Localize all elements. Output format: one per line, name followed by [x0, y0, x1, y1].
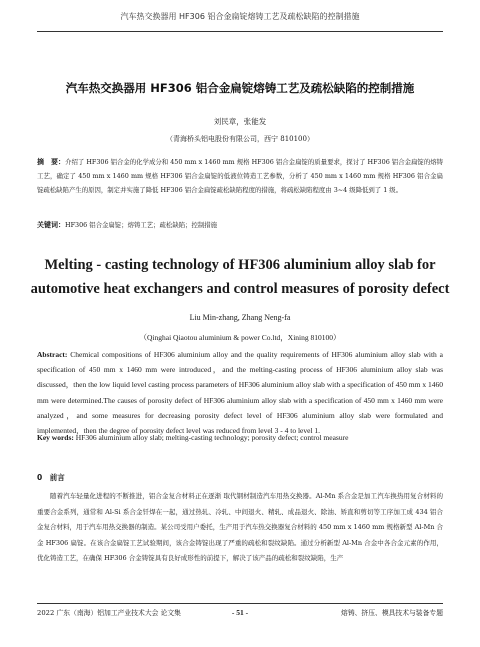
english-affiliation: （Qinghai Qiaotou aluminium & power Co.ltd，Xining 810100） [139, 333, 341, 342]
chinese-abstract [37, 155, 443, 197]
page-footer [37, 606, 443, 620]
chinese-keywords-label: 关键词： [37, 221, 65, 229]
chinese-keywords-text: HF306 铝合金扁锭；熔铸工艺；疏松缺陷；控制措施 [65, 221, 218, 229]
english-abstract-label: Abstract: [37, 350, 68, 359]
english-keywords [37, 433, 443, 442]
chinese-keywords [37, 220, 443, 230]
chinese-affiliation: （青海桥头铝电股份有限公司，西宁 810100） [166, 135, 314, 143]
english-authors: Liu Min-zhang, Zhang Neng-fa [189, 313, 291, 322]
section-heading: 0 前言 [37, 473, 65, 482]
section-body: 随着汽车轻量化进程的不断推进，铝合金复合材料正在逐渐 取代钢材制造汽车用热交换器。Al-Mn 系合金是加工汽车换热用复合材料的重要合金系列，通常和 Al-Si 系合金钎焊在一起，通过热轧、冷轧、中间退火、精轧、成品退火、除油、矫直和剪切等工序加工成 434 铝合金复合材料，用于汽车用热交换器的制造。某公司受用户委托，生产用于汽车热交换器复合材料的 450 mm x 1460 mm 规格新型 Al-Mn 合金 HF306 扁锭。在该合金扁锭工艺试验期间，该合金铸锭出现了严重的疏松和裂纹缺陷。通过分析新型 Al-Mn 合金中各合金元素的作用，优化铸造工艺，在确保 HF306 合金铸锭具有良好成形性的前提下，解决了该产品的疏松和裂纹缺陷，生产 [37, 492, 443, 563]
english-title: Melting - casting technology of HF306 aluminium alloy slab for automotive heat exchangers and control measures of porosity defect [30, 257, 450, 297]
english-abstract-text: Chemical compositions of HF306 aluminium alloy and the quality requirements of HF306 aluminium alloy slab with a specification of 450 mm x 1460 mm were introduced，and the melting-casting process of HF306 aluminium alloy slab was discussed，then the low liquid level casting process parameters of HF306 aluminium alloy slab with a specification of 450 mm x 1460 mm were determined.The causes of porosity defect of HF306 aluminium alloy slab with a specification of 450 mm x 1460 mm were analyzed，and some measures for decreasing porosity defect level of HF306 aluminium alloy slab were formulated and implemented，then the degree of porosity defect level was reduced from level 3 - 4 to level 1. [37, 350, 443, 436]
page-number: - 51 - [231, 608, 249, 617]
chinese-abstract-text: 介绍了 HF306 铝合金的化学成分和 450 mm x 1460 mm 规格 HF306 铝合金扁锭的质量要求，探讨了 HF306 铝合金扁锭的熔铸工艺，确定了 450 mm x 1460 mm 规格 HF306 铝合金扁锭的低液位铸造工艺参数，分析了 450 mm x 1460 mm 规格 HF306 铝合金扁锭疏松缺陷产生的原因，制定并实施了降低 HF306 铝合金扁锭疏松缺陷程度的措施，将疏松缺陷程度由 3~4 级降低到了 1 级。 [37, 158, 444, 194]
footer-proceedings: 2022 广东（南海）铝加工产业技术大会 论文集 [37, 609, 181, 617]
english-keywords-label: Key words: [37, 433, 74, 442]
chinese-title: 汽车热交换器用 HF306 铝合金扁锭熔铸工艺及疏松缺陷的控制措施 [65, 81, 415, 95]
english-keywords-text: HF306 aluminium alloy slab; melting-casting technology; porosity defect; control measure [73, 433, 349, 442]
header-rule [37, 31, 443, 32]
english-abstract [37, 347, 443, 438]
footer-rule [37, 603, 443, 604]
running-header: 汽车热交换器用 HF306 铝合金扁锭熔铸工艺及疏松缺陷的控制措施 [120, 12, 360, 21]
chinese-authors: 刘民章，张能发 [213, 117, 267, 126]
chinese-abstract-label: 摘 要： [37, 158, 66, 166]
footer-topic: 熔铸、挤压、模具技术与装备专题 [341, 609, 443, 617]
